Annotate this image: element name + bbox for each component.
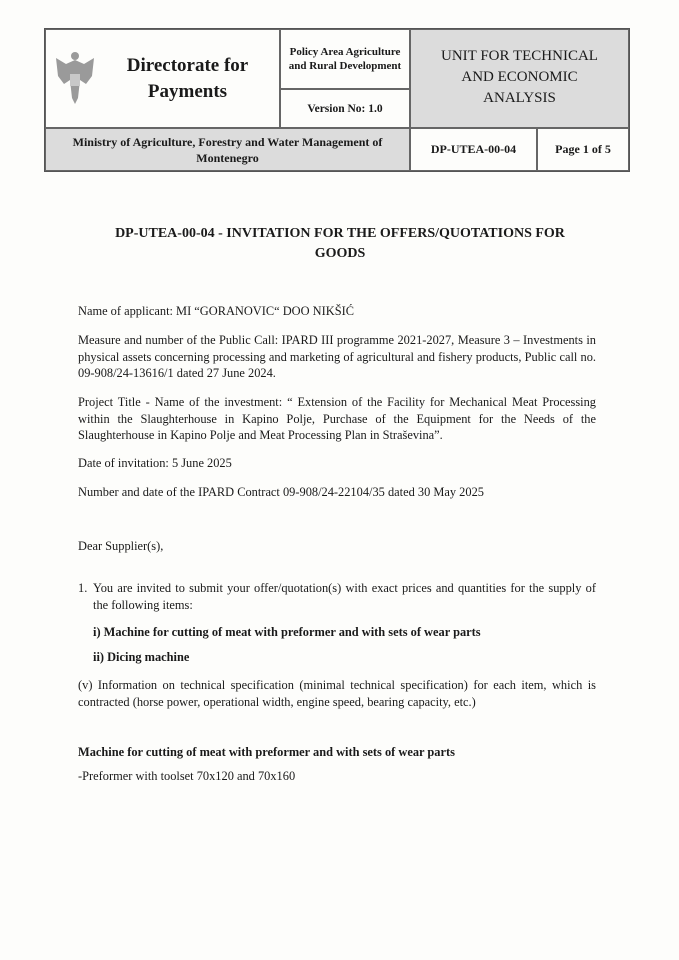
section-heading: Machine for cutting of meat with preformer and with sets of wear parts (78, 745, 455, 759)
directorate-name: Directorate for Payments (126, 54, 249, 102)
ministry-cell (45, 128, 410, 171)
coat-of-arms-icon (54, 50, 96, 106)
sub-item-i: i) Machine for cutting of meat with preformer and with sets of wear parts (93, 625, 481, 639)
contract-number: Number and date of the IPARD Contract 09-908/24-22104/35 dated 30 May 2025 (78, 485, 484, 499)
doc-code-cell (410, 128, 537, 171)
unit-cell (410, 29, 629, 128)
page-number-cell (537, 128, 629, 171)
list-item-number: 1. (78, 581, 88, 595)
unit-name: UNIT FOR TECHNICAL AND ECONOMIC ANALYSIS (441, 48, 598, 106)
policy-area-cell (280, 29, 410, 89)
technical-info: (v) Information on technical specification (minimal technical specification) for each item, which is contracted (horse power, operational width, engine speed, bearing capacity, etc.) (78, 678, 596, 709)
list-item-text: You are invited to submit your offer/quotation(s) with exact prices and quantities for the supply of the following items: (93, 581, 596, 612)
project-title: Project Title - Name of the investment: “ Extension of the Facility for Mechanical Meat Processing within the Slaughterhouse in Kapino Polje, Purchase of the Equipment for the Needs of the Slaughterhouse in Kapino Polje and Meat Processing Plan in Straševina”. (78, 395, 596, 442)
sub-item-ii: ii) Dicing machine (93, 650, 190, 664)
list-item-1 (78, 580, 596, 613)
document-title: DP-UTEA-00-04 - INVITATION FOR THE OFFERS/QUOTATIONS FOR GOODS (115, 226, 565, 261)
policy-area: Policy Area Agriculture and Rural Development (288, 46, 402, 72)
preformer-spec: -Preformer with toolset 70x120 and 70x160 (78, 769, 296, 783)
version: Version No: 1.0 (307, 102, 383, 115)
directorate-cell (45, 29, 280, 128)
ministry-name: Ministry of Agriculture, Forestry and Water Management of Montenegro (72, 134, 383, 165)
document-header-table (44, 28, 630, 172)
measure-text: Measure and number of the Public Call: IPARD III programme 2021-2027, Measure 3 – Investments in physical assets concerning processing and marketing of agricultural and fishery products, Public call no. 09-908/24-13616/1 dated 27 June 2024. (78, 333, 596, 380)
doc-code: DP-UTEA-00-04 (430, 142, 517, 156)
applicant-name: Name of applicant: MI “GORANOVIC“ DOO NIKŠIĆ (78, 304, 354, 318)
salutation: Dear Supplier(s), (78, 539, 164, 553)
version-cell (280, 89, 410, 128)
date-of-invitation: Date of invitation: 5 June 2025 (78, 456, 232, 470)
page-number: Page 1 of 5 (555, 142, 611, 156)
